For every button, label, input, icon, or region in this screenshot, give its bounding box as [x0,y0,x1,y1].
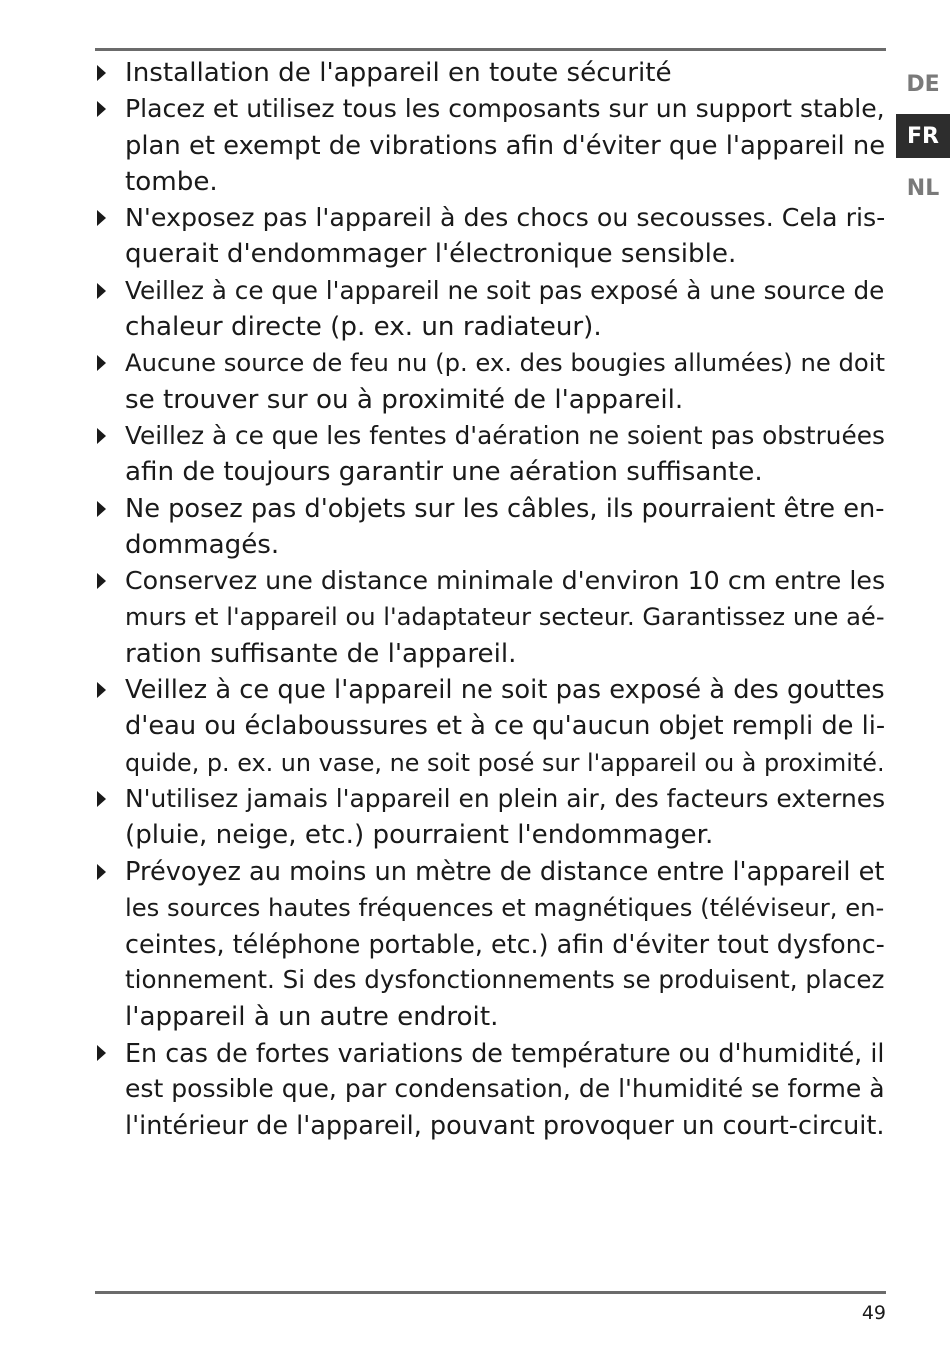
triangle-bullet-icon [97,791,106,807]
triangle-bullet-icon [97,101,106,117]
list-item [95,1035,895,1144]
item-line: En cas de fortes variations de température ou d'humidité, il [125,1038,885,1069]
item-line: N'exposez pas l'appareil à des chocs ou secousses. Cela ris- [125,203,886,233]
item-line: est possible que, par condensation, de l'humidité se forme à [125,1074,885,1104]
language-tab-nl[interactable]: NL [906,175,940,201]
list-item [95,781,895,854]
list-item [95,273,895,346]
list-item [95,345,895,418]
triangle-bullet-icon [97,210,106,226]
item-line: ceintes, téléphone portable, etc.) afin d'éviter tout dysfonc- [125,929,885,960]
list-item [95,418,895,491]
triangle-bullet-icon [97,573,106,589]
item-line: Veillez à ce que l'appareil ne soit pas exposé à des gouttes [125,675,885,706]
item-line: Ne posez pas d'objets sur les câbles, ils pourraient être en- [125,493,885,524]
item-line: Veillez à ce que l'appareil ne soit pas exposé à une source de [125,275,885,305]
item-line: l'intérieur de l'appareil, pouvant provoquer un court-circuit. [125,1110,885,1141]
list-item [95,91,895,200]
item-line: Veillez à ce que les fentes d'aération ne soient pas obstruées [125,420,885,450]
list-item [95,672,895,781]
item-line: chaleur directe (p. ex. un radiateur). [125,312,602,343]
item-line: ration suffisante de l'appareil. [125,638,517,669]
item-line: d'eau ou éclaboussures et à ce qu'aucun objet rempli de li- [125,711,886,742]
bottom-rule [95,1291,886,1294]
language-tab-fr[interactable]: FR [896,114,950,158]
item-line: se trouver sur ou à proximité de l'appareil. [125,384,684,415]
item-line: Placez et utilisez tous les composants sur un support stable, [125,94,885,124]
item-line: l'appareil à un autre endroit. [125,1001,499,1032]
item-line: dommagés. [125,529,280,560]
item-line: Prévoyez au moins un mètre de distance entre l'appareil et [125,856,885,887]
triangle-bullet-icon [97,428,106,444]
language-tab-de[interactable]: DE [906,71,940,97]
item-line: tombe. [125,166,218,197]
item-line: murs et l'appareil ou l'adaptateur secteur. Garantissez une aé- [125,603,885,632]
item-line: Aucune source de feu nu (p. ex. des bougies allumées) ne doit [125,348,886,378]
item-line: plan et exempt de vibrations afin d'éviter que l'appareil ne [125,130,886,161]
triangle-bullet-icon [97,283,106,299]
language-tabs [896,62,950,218]
page-number: 49 [861,1302,886,1324]
list-item [95,491,895,564]
triangle-bullet-icon [97,65,106,81]
item-line: querait d'endommager l'électronique sensible. [125,239,737,270]
item-line: quide, p. ex. un vase, ne soit posé sur l'appareil ou à proximité. [125,748,885,777]
item-line: Installation de l'appareil en toute sécurité [125,58,672,88]
safety-instructions-list [95,55,895,1144]
list-item [95,563,895,672]
list-item [95,200,895,273]
item-line: afin de toujours garantir une aération suffisante. [125,457,763,488]
item-line: N'utilisez jamais l'appareil en plein air, des facteurs externes [125,783,886,813]
item-line: les sources hautes fréquences et magnétiques (téléviseur, en- [125,892,885,922]
item-line: (pluie, neige, etc.) pourraient l'endommager. [125,820,714,851]
item-line: Conservez une distance minimale d'environ 10 cm entre les [125,566,886,596]
triangle-bullet-icon [97,682,106,698]
top-rule [95,48,886,51]
triangle-bullet-icon [97,355,106,371]
item-line: tionnement. Si des dysfonctionnements se produisent, placez [125,965,885,995]
list-item [95,854,895,1035]
triangle-bullet-icon [97,1045,106,1061]
list-item [95,55,895,91]
triangle-bullet-icon [97,864,106,880]
triangle-bullet-icon [97,501,106,517]
